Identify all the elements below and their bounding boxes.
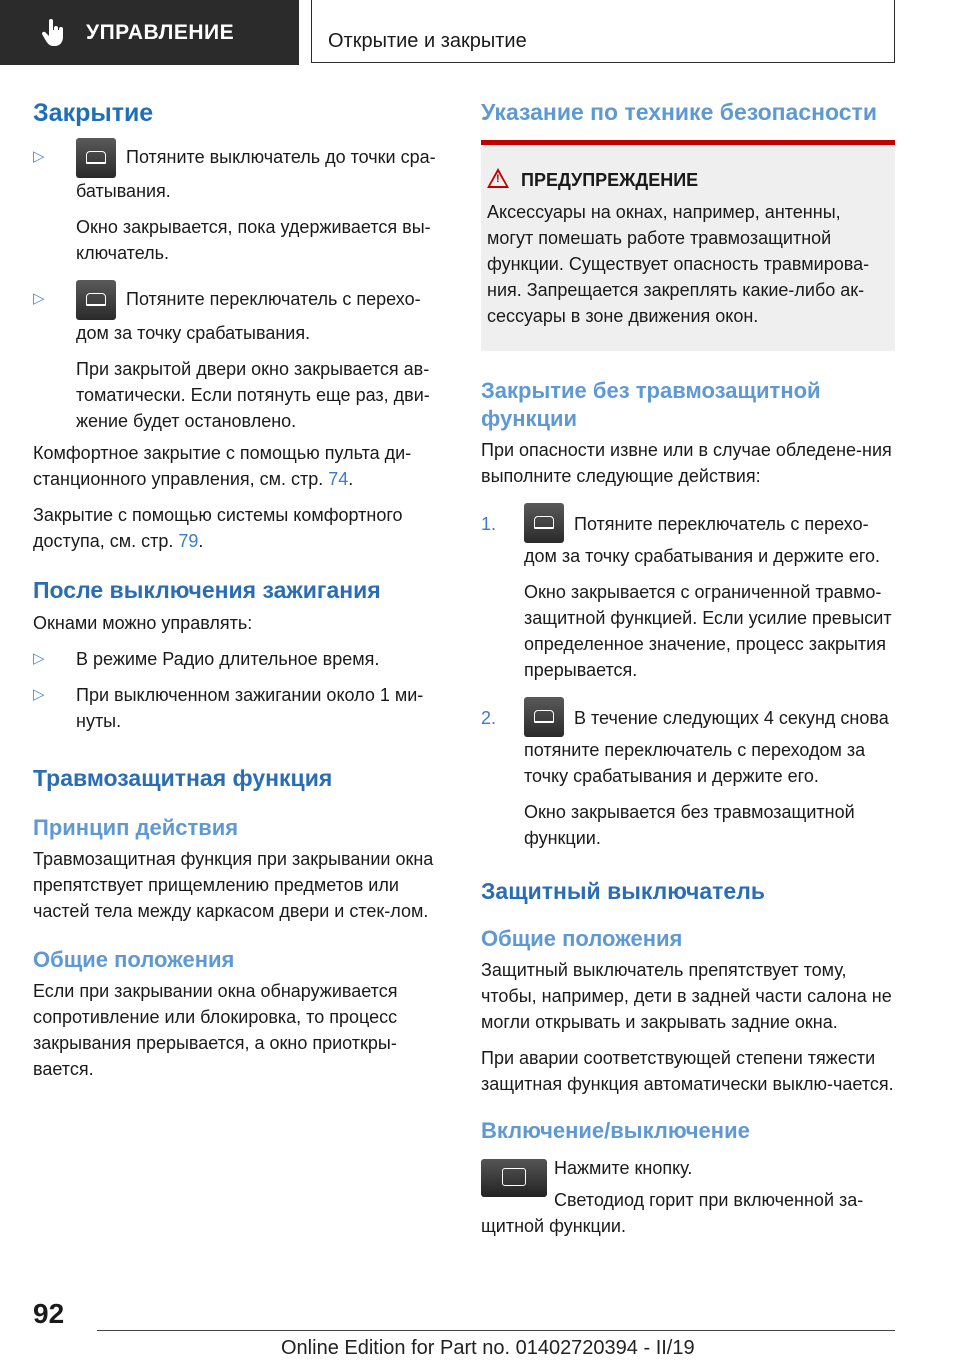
after-ignition-item-1: ▷ В режиме Радио длительное время.: [33, 646, 447, 672]
triangle-bullet-icon: ▷: [33, 686, 45, 703]
warning-box: [481, 140, 895, 351]
onoff-heading: Включение/выключение: [481, 1118, 750, 1143]
safety-switch-heading: Защитный выключатель: [481, 878, 765, 904]
after-ignition-item-2: ▷ При выключенном зажигании около 1 ми-нуты.: [33, 682, 447, 734]
principle-heading: Принцип действия: [33, 815, 239, 840]
safety-heading: Указание по технике безопасности: [481, 99, 877, 125]
principle-text: Травмозащитная функция при закрывании окна препятствует прищемлению предметов или частей тела между каркасом двери и стек-лом.: [33, 849, 434, 921]
window-switch-icon: [76, 138, 116, 178]
hand-pointer-icon: [38, 18, 68, 48]
step-number: 2.: [481, 708, 497, 728]
edition-footer: Online Edition for Part no. 01402720394 - II/19: [281, 1337, 695, 1359]
chapter-title: Открытие и закрытие: [328, 30, 527, 52]
warning-triangle-icon: !: [487, 168, 509, 188]
step-1-text: Потяните переключатель с перехо-дом за точку срабатывания и держите его.: [524, 514, 881, 566]
closing-step-2: [33, 286, 447, 434]
closing-heading: Закрытие: [33, 99, 154, 127]
closing-step-1: [33, 144, 447, 266]
window-switch-icon: [524, 503, 564, 543]
closing-step-1-text: Потяните выключатель до точки сра-батывания.: [76, 147, 436, 201]
comfort-remote-note: Комфортное закрытие с помощью пульта ди-станционного управления, см. стр. 74.: [33, 443, 412, 489]
closing-step-2-text: Потяните переключатель с перехо-дом за точку срабатывания.: [76, 289, 421, 343]
safety-general-text-2: При аварии соответствующей степени тяжести защитная функция автоматически выклю-чается.: [481, 1048, 894, 1094]
no-antitrap-intro: При опасности извне или в случае обледене-ния выполните следующие действия:: [481, 440, 892, 486]
no-antitrap-heading: Закрытие без травмозащитной функции: [481, 378, 821, 431]
onoff-block: [481, 1155, 895, 1207]
step-number: 1.: [481, 514, 497, 534]
left-column: [33, 98, 447, 1082]
general-heading: Общие положения: [33, 947, 235, 972]
antitrap-heading: Травмозащитная функция: [33, 765, 333, 791]
after-ignition-intro: Окнами можно управлять:: [33, 613, 253, 633]
section-title: УПРАВЛЕНИЕ: [86, 20, 235, 44]
no-antitrap-step-1: [481, 511, 895, 683]
triangle-bullet-icon: ▷: [33, 148, 45, 165]
page-number: 92: [33, 1298, 65, 1329]
step-2-text: В течение следующих 4 секунд снова потяните переключатель с переходом за точку срабатывания и держите его.: [524, 708, 889, 786]
closing-step-1-result: Окно закрывается, пока удерживается вы-ключатель.: [76, 217, 431, 263]
footer-rule: [97, 1330, 895, 1331]
onoff-press: Нажмите кнопку.: [554, 1158, 693, 1178]
step-2-result: Окно закрывается без травмозащитной функции.: [524, 802, 855, 848]
right-column: [481, 98, 895, 1239]
safety-general-heading: Общие положения: [481, 926, 683, 951]
closing-step-2-result: При закрытой двери окно закрывается ав-томатически. Если потянуть еще раз, дви-жение будет остановлено.: [76, 359, 430, 431]
page-link-79[interactable]: 79: [178, 531, 199, 551]
safety-general-text: Защитный выключатель препятствует тому, чтобы, например, дети в задней части салона не могли открывать и закрывать задние окна.: [481, 960, 892, 1032]
step-1-result: Окно закрывается с ограниченной травмо-защитной функцией. Если усилие превысит определенное значение, процесс закрытия прерывается.: [524, 582, 892, 680]
comfort-access-note: Закрытие с помощью системы комфортного доступа, см. стр. 79.: [33, 505, 403, 551]
page-link-74[interactable]: 74: [328, 469, 349, 489]
warning-text: Аксессуары на окнах, например, антенны, могут помешать работе травмозащитной функции. Существует опасность травмирова-ния. Запрещается закреплять какие-либо ак-сессуары в зоне движения окон.: [487, 202, 870, 326]
onoff-led: Светодиод горит при включенной за-щитной функции.: [481, 1190, 864, 1236]
section-tab: [0, 0, 299, 65]
window-switch-icon: [76, 280, 116, 320]
after-ignition-heading: После выключения зажигания: [33, 577, 381, 603]
triangle-bullet-icon: ▷: [33, 650, 45, 667]
child-lock-button-icon: [481, 1159, 547, 1197]
no-antitrap-step-2: [481, 705, 895, 851]
window-switch-icon: [524, 697, 564, 737]
warning-title: ! ПРЕДУПРЕЖДЕНИЕ: [487, 167, 887, 193]
chapter-header: [311, 0, 895, 63]
general-text: Если при закрывании окна обнаруживается сопротивление или блокировка, то процесс закрывания прерывается, а окно приоткры-вается.: [33, 981, 398, 1079]
triangle-bullet-icon: ▷: [33, 290, 45, 307]
